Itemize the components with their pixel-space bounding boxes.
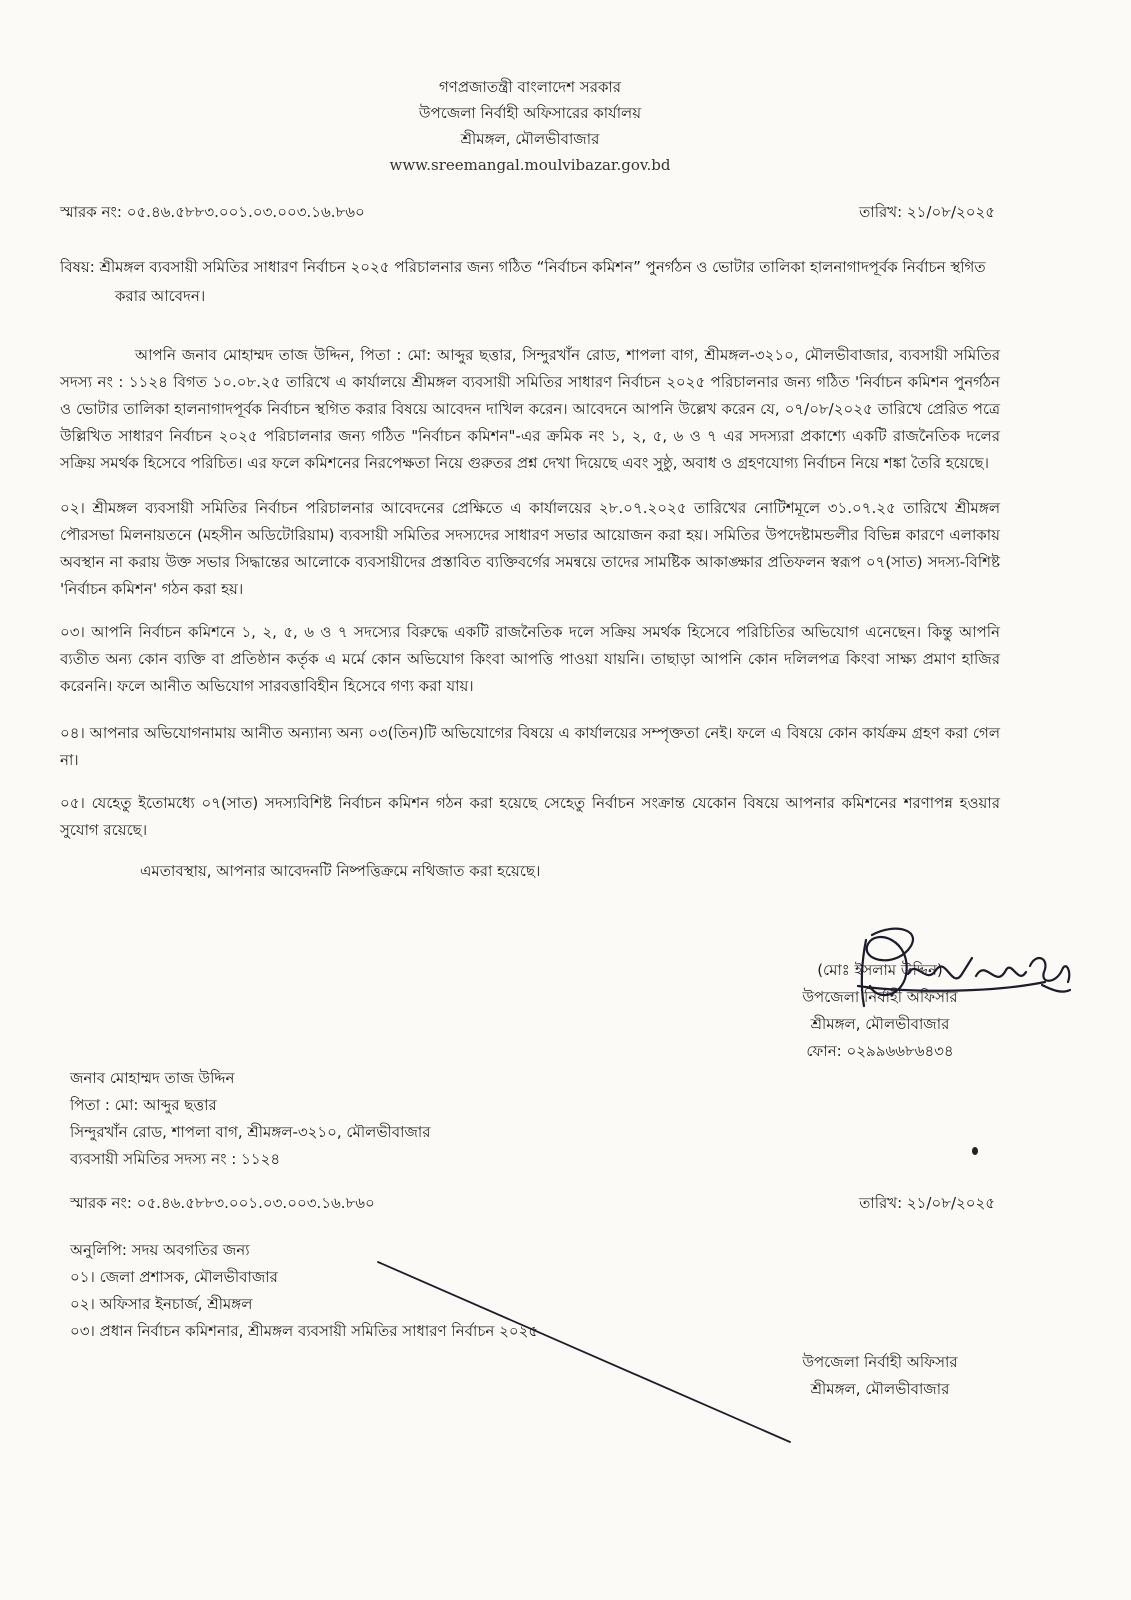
memo-row-copy: [60, 1191, 1000, 1215]
signatory-phone: ফোন: ০২৯৯৬৬৮৬৪৩৪: [806, 1042, 954, 1060]
copies-heading: অনুলিপি: সদয় অবগতির জন্য: [70, 1241, 250, 1259]
memo-date: তারিখ: ২১/০৮/২০২৫: [859, 203, 995, 221]
office-title: উপজেলা নির্বাহী অফিসারের কার্যালয়: [418, 104, 642, 122]
footer-designation: উপজেলা নির্বাহী অফিসার: [802, 1353, 958, 1371]
body-paragraph-4: ০৪। আপনার অভিযোগনামায় আনীত অন্যান্য অন্য ০৩(তিন)টি অভিযোগের বিষয়ে এ কার্যালয়ের সম্পৃক্ততা নেই। ফলে এ বিষয়ে কোন কার্যক্রম গ্রহণ করা গেল না।: [60, 724, 1000, 769]
footer-location: শ্রীমঙ্গল, মৌলভীবাজার: [810, 1380, 950, 1398]
body-paragraph-3: ০৩। আপনি নির্বাচন কমিশনে ১, ২, ৫, ৬ ও ৭ সদস্যের বিরুদ্ধে একটি রাজনৈতিক দলে সক্রিয় সমর্থক হিসেবে পরিচিতির অভিযোগ এনেছেন। কিন্তু আপনি ব্যতীত অন্য কোন ব্যক্তি বা প্রতিষ্ঠান কর্তৃক এ মর্মে কোন অভিযোগ কিংবা আপত্তি পাওয়া যায়নি। তাছাড়া আপনি কোন দলিলপত্র কিংবা সাক্ষ্য প্রমাণ হাজির করেননি। ফলে আনীত অভিযোগ সারবত্তাবিহীন হিসেবে গণ্য করা যায়।: [60, 623, 1000, 695]
office-website: www.sreemangal.moulvibazar.gov.bd: [389, 156, 671, 174]
copy-item: ০২। অফিসার ইনচার্জ, শ্রীমঙ্গল: [70, 1295, 253, 1313]
memo-reference: স্মারক নং: ০৫.৪৬.৫৮৮৩.০০১.০৩.০০৩.১৬.৮৬০: [60, 203, 365, 221]
signatory-designation: উপজেলা নির্বাহী অফিসার: [802, 988, 958, 1006]
signatory-block: [760, 957, 1000, 1065]
signatory-location: শ্রীমঙ্গল, মৌলভীবাজার: [810, 1015, 950, 1033]
body-paragraph-5: ০৫। যেহেতু ইতোমধ্যে ০৭(সাত) সদস্যবিশিষ্ট নির্বাচন কমিশন গঠন করা হয়েছে সেহেতু নির্বাচন সংক্রান্ত যেকোন বিষয়ে আপনার কমিশনের শরণাপন্ন হওয়ার সুযোগ রয়েছে।: [60, 794, 1000, 839]
signatory-name: (মোঃ ইসলাম উদ্দিন): [817, 961, 943, 979]
recipient-father: পিতা : মো: আব্দুর ছত্তার: [70, 1096, 217, 1114]
body-paragraph-1: আপনি জনাব মোহাম্মদ তাজ উদ্দিন, পিতা : মো: আব্দুর ছত্তার, সিন্দুরখাঁন রোড, শাপলা বাগ, শ্রীমঙ্গল-৩২১০, মৌলভীবাজার, ব্যবসায়ী সমিতির সদস্য নং : ১১২৪ বিগত ১০.০৮.২৫ তারিখে এ কার্যালয়ে শ্রীমঙ্গল ব্যবসায়ী সমিতির সাধারণ নির্বাচন ২০২৫ পরিচালনার জন্য গঠিত 'নির্বাচন কমিশন পুনর্গঠন ও ভোটার তালিকা হালনাগাদপূর্বক নির্বাচন স্থগিত করার বিষয়ে আবেদন দাখিল করেন। আবেদনে আপনি উল্লেখ করেন যে, ০৭/০৮/২০২৫ তারিখে প্রেরিত পত্রে উল্লিখিত সাধারণ নির্বাচন ২০২৫ পরিচালনার জন্য গঠিত "নির্বাচন কমিশন"-এর ক্রমিক নং ১, ২, ৫, ৬ ও ৭ এর সদস্যরা প্রকাশ্যে একটি রাজনৈতিক দলের সক্রিয় সমর্থক হিসেবে পরিচিত। এর ফলে কমিশনের নিরপেক্ষতা নিয়ে গুরুতর প্রশ্ন দেখা দিয়েছে এবং সুষ্ঠু, অবাধ ও গ্রহণযোগ্য নির্বাচন নিয়ে শঙ্কা তৈরি হয়েছে।: [60, 346, 1000, 472]
recipient-member-no: ব্যবসায়ী সমিতির সদস্য নং : ১১২৪: [70, 1150, 281, 1168]
memo-reference-copy: স্মারক নং: ০৫.৪৬.৫৮৮৩.০০১.০৩.০০৩.১৬.৮৬০: [70, 1194, 375, 1212]
footer-signatory-block: [760, 1349, 1000, 1403]
copy-item: ০৩। প্রধান নির্বাচন কমিশনার, শ্রীমঙ্গল ব্যবসায়ী সমিতির সাধারণ নির্বাচন ২০২৫: [70, 1322, 539, 1340]
letter-subject: বিষয়: শ্রীমঙ্গল ব্যবসায়ী সমিতির সাধারণ নির্বাচন ২০২৫ পরিচালনার জন্য গঠিত “নির্বাচন কমিশন” পুনর্গঠন ও ভোটার তালিকা হালনাগাদপূর্বক নির্বাচন স্থগিত করার আবেদন।: [60, 258, 986, 305]
memo-row: [60, 200, 1000, 224]
recipient-name: জনাব মোহাম্মদ তাজ উদ্দিন: [70, 1069, 235, 1087]
recipient-block: [60, 1065, 1000, 1173]
memo-date-copy: তারিখ: ২১/০৮/২০২৫: [859, 1194, 995, 1212]
government-title: গণপ্রজাতন্ত্রী বাংলাদেশ সরকার: [438, 78, 622, 96]
body-paragraph-2: ০২। শ্রীমঙ্গল ব্যবসায়ী সমিতির নির্বাচন পরিচালনার আবেদনের প্রেক্ষিতে এ কার্যালয়ের ২৮.০৭.২০২৫ তারিখের নোটিশমূলে ৩১.০৭.২৫ তারিখে শ্রীমঙ্গল পৌরসভা মিলনায়তনে (মহসীন অডিটোরিয়াম) ব্যবসায়ী সমিতির সদস্যদের সাধারণ সভার আয়োজন করা হয়। সমিতির উপদেষ্টামন্ডলীর বিভিন্ন কারণে এলাকায় অবস্থান না করায় উক্ত সভার সিদ্ধান্তের আলোকে ব্যবসায়ীদের প্রস্তাবিত ব্যক্তিবর্গের সমন্বয়ে তাদের সামষ্টিক আকাঙ্ক্ষার প্রতিফলন স্বরূপ ০৭(সাত) সদস্য-বিশিষ্ট 'নির্বাচন কমিশন' গঠন করা হয়।: [60, 499, 1000, 598]
office-location: শ্রীমঙ্গল, মৌলভীবাজার: [460, 130, 600, 148]
closing-line: এমতাবস্থায়, আপনার আবেদনটি নিষ্পত্তিক্রমে নথিজাত করা হয়েছে।: [140, 862, 541, 880]
copies-list: [60, 1237, 1000, 1345]
recipient-address: সিন্দুরখাঁন রোড, শাপলা বাগ, শ্রীমঙ্গল-৩২১০, মৌলভীবাজার: [70, 1123, 431, 1141]
letterhead: [60, 74, 1000, 178]
copy-item: ০১। জেলা প্রশাসক, মৌলভীবাজার: [70, 1268, 278, 1286]
